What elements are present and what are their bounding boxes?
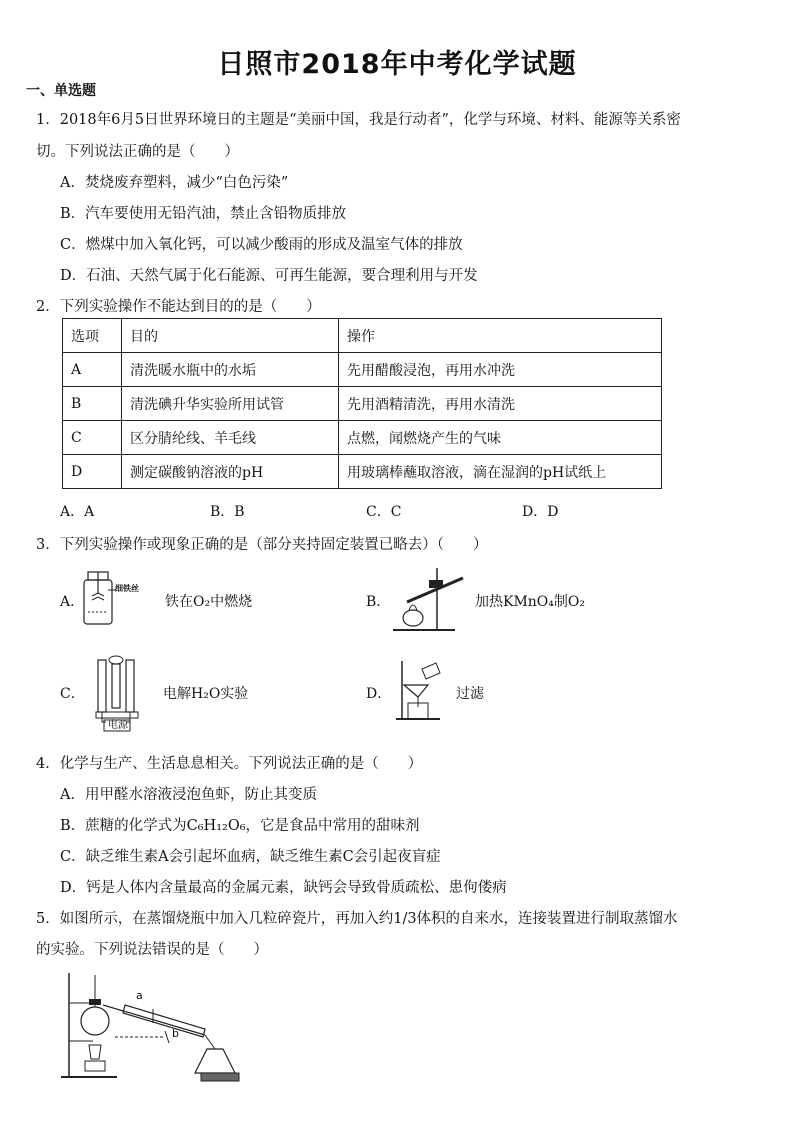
power-supply-label: 电源 bbox=[108, 720, 128, 731]
q4-option-d: D．钙是人体内含量最高的金属元素，缺钙会导致骨质疏松、患佝偻病 bbox=[60, 880, 507, 896]
table-cell: 用玻璃棒蘸取溶液，滴在湿润的pH试纸上 bbox=[339, 455, 662, 489]
table-header-row bbox=[63, 319, 662, 353]
table-row bbox=[63, 421, 662, 455]
kmno4-heating-figure bbox=[385, 560, 470, 635]
table-header: 选项 bbox=[63, 319, 122, 353]
q1-option-a: A．焚烧废弃塑料，减少“白色污染” bbox=[60, 175, 289, 191]
condenser-label-b: b bbox=[172, 1027, 179, 1040]
q4-stem: 4．化学与生产、生活息息相关。下列说法正确的是（ ） bbox=[36, 756, 423, 772]
table-cell: 测定碳酸钠溶液的pH bbox=[122, 455, 339, 489]
q2-choice-a: A．A bbox=[60, 504, 95, 520]
table-cell: 先用醋酸浸泡，再用水冲洗 bbox=[339, 353, 662, 387]
q1-stem-line1: 1．2018年6月5日世界环境日的主题是“美丽中国，我是行动者”，化学与环境、材料、能源等关系密 bbox=[36, 112, 681, 128]
q3-option-a-text: 铁在O₂中燃烧 bbox=[165, 594, 253, 610]
table-cell: 先用酒精清洗，再用水清洗 bbox=[339, 387, 662, 421]
q2-choice-d: D．D bbox=[522, 504, 559, 520]
table-cell: A bbox=[63, 353, 122, 387]
q2-choice-c: C．C bbox=[366, 504, 402, 520]
filtration-figure bbox=[392, 655, 452, 723]
q3-stem: 3．下列实验操作或现象正确的是（部分夹持固定装置已略去）（ ） bbox=[36, 537, 488, 553]
q4-option-c: C．缺乏维生素A会引起坏血病，缺乏维生素C会引起夜盲症 bbox=[60, 849, 441, 865]
table-cell: D bbox=[63, 455, 122, 489]
table-cell: 清洗暖水瓶中的水垢 bbox=[122, 353, 339, 387]
condenser-label-a: a bbox=[136, 989, 143, 1002]
table-cell: 清洗碘升华实验所用试管 bbox=[122, 387, 339, 421]
q3-option-c-text: 电解H₂O实验 bbox=[163, 686, 249, 702]
q1-stem-line2: 切。下列说法正确的是（ ） bbox=[36, 144, 239, 160]
q1-option-d: D．石油、天然气属于化石能源、可再生能源，要合理利用与开发 bbox=[60, 268, 478, 284]
table-row bbox=[63, 387, 662, 421]
q2-table bbox=[62, 318, 662, 489]
table-cell: C bbox=[63, 421, 122, 455]
q2-choice-b: B．B bbox=[210, 504, 245, 520]
page-title: 日照市2018年中考化学试题 bbox=[217, 49, 577, 80]
q3-option-d-letter: D． bbox=[366, 686, 392, 702]
q3-option-b-text: 加热KMnO₄制O₂ bbox=[475, 594, 585, 610]
section-heading: 一、单选题 bbox=[26, 83, 96, 99]
q3-option-c-letter: C． bbox=[60, 686, 85, 702]
q4-option-b: B．蔗糖的化学式为C₆H₁₂O₆，它是食品中常用的甜味剂 bbox=[60, 818, 420, 834]
table-header: 目的 bbox=[122, 319, 339, 353]
iron-combustion-figure bbox=[80, 568, 155, 628]
table-row bbox=[63, 455, 662, 489]
q1-option-b: B．汽车要使用无铅汽油，禁止含铅物质排放 bbox=[60, 206, 347, 222]
table-cell: 区分腈纶线、羊毛线 bbox=[122, 421, 339, 455]
q3-option-a-letter: A． bbox=[60, 594, 85, 610]
q4-option-a: A．用甲醛水溶液浸泡鱼虾，防止其变质 bbox=[60, 787, 317, 803]
q2-stem: 2．下列实验操作不能达到目的的是（ ） bbox=[36, 299, 321, 315]
table-cell: 点燃，闻燃烧产生的气味 bbox=[339, 421, 662, 455]
q3-option-d-text: 过滤 bbox=[456, 686, 484, 702]
q5-stem-line2: 的实验。下列说法错误的是（ ） bbox=[36, 942, 268, 958]
q1-option-c: C．燃煤中加入氧化钙，可以减少酸雨的形成及温室气体的排放 bbox=[60, 237, 463, 253]
iron-wire-label: 细铁丝 bbox=[115, 583, 139, 593]
table-row bbox=[63, 353, 662, 387]
q3-option-b-letter: B． bbox=[366, 594, 391, 610]
table-header: 操作 bbox=[339, 319, 662, 353]
distillation-figure bbox=[55, 965, 250, 1085]
table-cell: B bbox=[63, 387, 122, 421]
q5-stem-line1: 5．如图所示，在蒸馏烧瓶中加入几粒碎瓷片，再加入约1/3体积的自来水，连接装置进行制取蒸馏水 bbox=[36, 911, 678, 927]
